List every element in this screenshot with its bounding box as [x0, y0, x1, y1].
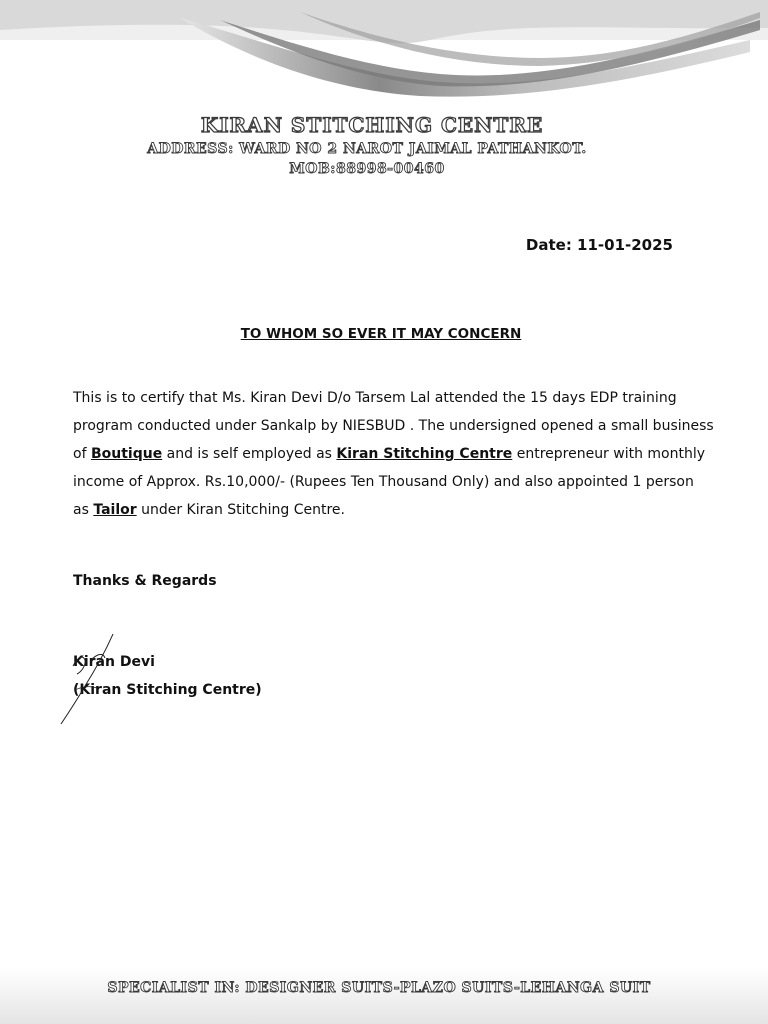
business-name: Kiran Stitching Centre — [336, 446, 513, 462]
signatory-org: (Kiran Stitching Centre) — [73, 682, 262, 698]
footer-band-graphic — [0, 968, 768, 1024]
letter-subject: TO WHOM SO EVER IT MAY CONCERN — [240, 326, 522, 342]
body-text: of — [73, 446, 91, 462]
body-text: and is self employed as — [162, 446, 337, 462]
business-type: Boutique — [90, 446, 163, 462]
body-text: entrepreneur with monthly — [512, 446, 706, 462]
signatory-name: Kiran Devi — [73, 654, 155, 670]
footer-specialties: SPECIALIST IN: DESIGNER SUITS-PLAZO SUITS-LEHANGA SUIT — [107, 980, 651, 996]
appointed-role: Tailor — [93, 502, 137, 518]
body-line-5 — [73, 496, 733, 524]
closing-text: Thanks & Regards — [73, 573, 217, 589]
company-name: KIRAN STITCHING CENTRE — [200, 113, 544, 137]
company-address: ADDRESS: WARD NO 2 NAROT JAIMAL PATHANKOT. — [147, 141, 587, 157]
company-mobile: MOB:88998-00460 — [289, 161, 445, 177]
letter-body — [73, 384, 733, 524]
body-line-3 — [73, 440, 733, 468]
header-swoosh-graphic — [0, 0, 768, 110]
letter-date: Date: 11-01-2025 — [525, 236, 673, 254]
body-text: under Kiran Stitching Centre. — [136, 502, 345, 518]
body-text: as — [73, 502, 94, 518]
body-line-1: This is to certify that Ms. Kiran Devi D/o Tarsem Lal attended the 15 days EDP training — [73, 390, 677, 406]
body-line-2: program conducted under Sankalp by NIESBUD . The undersigned opened a small business — [73, 418, 714, 434]
body-line-4: income of Approx. Rs.10,000/- (Rupees Ten Thousand Only) and also appointed 1 person — [73, 474, 694, 490]
handwritten-signature — [55, 630, 135, 730]
